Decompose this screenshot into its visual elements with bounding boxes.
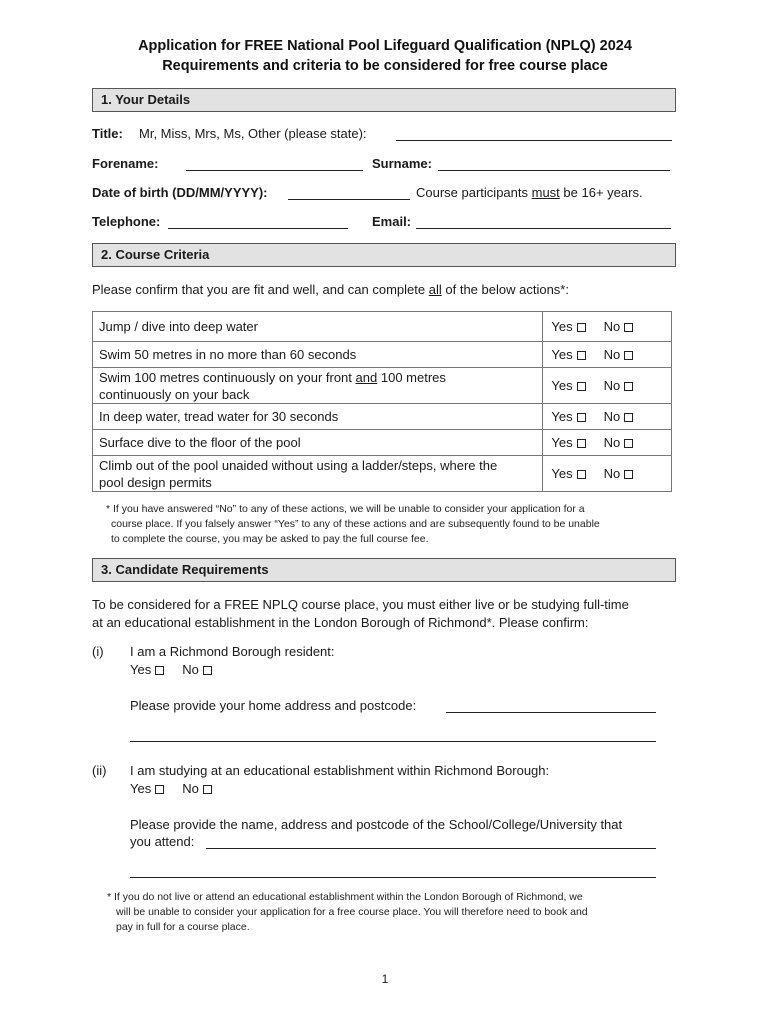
- telephone-label: Telephone:: [92, 214, 161, 229]
- table-row: [93, 312, 672, 342]
- yes-label: Yes: [551, 378, 573, 393]
- dob-field[interactable]: [288, 199, 410, 200]
- section-candidate-requirements-heading: 3. Candidate Requirements: [92, 558, 676, 582]
- criteria-footnote: [106, 502, 600, 547]
- criteria-text: Swim 100 metres continuously on your front and 100 metres continuously on your back: [93, 368, 543, 404]
- dob-age-note: Course participants must be 16+ years.: [416, 185, 643, 200]
- student-no-checkbox[interactable]: [203, 785, 212, 794]
- school-address-label: Please provide the name, address and postcode of the School/College/University that: [130, 817, 623, 832]
- surname-label: Surname:: [372, 156, 432, 171]
- table-row: [93, 404, 672, 430]
- yes-checkbox[interactable]: [577, 351, 586, 360]
- surname-field[interactable]: [438, 170, 670, 171]
- criteria-text: Climb out of the pool unaided without using a ladder/steps, where the pool design permits: [93, 456, 543, 492]
- no-label: No: [182, 781, 199, 796]
- criteria-answer: [543, 312, 672, 342]
- no-label: No: [182, 662, 199, 677]
- yes-label: Yes: [130, 662, 152, 677]
- criteria-text: In deep water, tread water for 30 seconds: [93, 404, 543, 430]
- resident-no-checkbox[interactable]: [203, 666, 212, 675]
- yes-checkbox[interactable]: [577, 382, 586, 391]
- section-your-details-heading: 1. Your Details: [92, 88, 676, 112]
- criteria-answer: [543, 456, 672, 492]
- no-label: No: [603, 435, 621, 450]
- yes-label: Yes: [551, 319, 573, 334]
- section-course-criteria-heading: 2. Course Criteria: [92, 243, 676, 267]
- title-field[interactable]: [396, 140, 672, 141]
- criteria-answer: [543, 368, 672, 404]
- no-label: No: [603, 409, 621, 424]
- no-checkbox[interactable]: [624, 382, 633, 391]
- yes-label: Yes: [551, 466, 573, 481]
- criteria-footnote-line: to complete the course, you may be asked to pay the full course fee.: [111, 533, 429, 545]
- yes-label: Yes: [551, 435, 573, 450]
- no-checkbox[interactable]: [624, 470, 633, 479]
- table-row: [93, 342, 672, 368]
- requirements-intro-line: at an educational establishment in the London Borough of Richmond*. Please confirm:: [92, 615, 589, 630]
- resident-yes-checkbox[interactable]: [155, 666, 164, 675]
- forename-field[interactable]: [186, 170, 363, 171]
- item-ii-answer: [130, 781, 212, 796]
- item-i-marker: (i): [92, 644, 104, 659]
- no-label: No: [603, 466, 621, 481]
- email-label: Email:: [372, 214, 412, 229]
- criteria-intro: Please confirm that you are fit and well, and can complete all of the below actions*:: [92, 282, 569, 297]
- requirements-footnote-line: pay in full for a course place.: [116, 921, 250, 933]
- forename-label: Forename:: [92, 156, 159, 171]
- requirements-footnote-line: * If you do not live or attend an educational establishment within the London Borough of Richmond, we: [107, 891, 583, 903]
- no-label: No: [603, 347, 621, 362]
- no-checkbox[interactable]: [624, 323, 633, 332]
- criteria-answer: [543, 430, 672, 456]
- table-row: [93, 456, 672, 492]
- yes-checkbox[interactable]: [577, 323, 586, 332]
- no-checkbox[interactable]: [624, 351, 633, 360]
- home-address-field[interactable]: [446, 712, 656, 713]
- school-address-label-line2: you attend:: [130, 834, 195, 849]
- email-field[interactable]: [416, 228, 671, 229]
- school-address-field-line2[interactable]: [130, 877, 656, 878]
- title-label: Title:: [92, 126, 123, 141]
- title-options: Mr, Miss, Mrs, Ms, Other (please state):: [139, 126, 367, 141]
- no-label: No: [603, 319, 621, 334]
- requirements-intro: [92, 596, 629, 632]
- criteria-answer: [543, 404, 672, 430]
- requirements-intro-line: To be considered for a FREE NPLQ course place, you must either live or be studying full-time: [92, 597, 629, 612]
- item-i-answer: [130, 662, 212, 677]
- criteria-answer: [543, 342, 672, 368]
- item-ii-marker: (ii): [92, 763, 107, 778]
- no-label: No: [603, 378, 621, 393]
- table-row: [93, 430, 672, 456]
- telephone-field[interactable]: [168, 228, 348, 229]
- criteria-footnote-line: course place. If you falsely answer “Yes” to any of these actions and are subsequently found to be unable: [111, 518, 600, 530]
- criteria-text: Jump / dive into deep water: [93, 312, 543, 342]
- requirements-footnote-line: will be unable to consider your application for a free course place. You will therefore need to book and: [116, 906, 588, 918]
- criteria-text: Surface dive to the floor of the pool: [93, 430, 543, 456]
- page-title-line2: Requirements and criteria to be considered for free course place: [162, 58, 608, 74]
- home-address-label: Please provide your home address and postcode:: [130, 698, 417, 713]
- yes-checkbox[interactable]: [577, 413, 586, 422]
- page-number: 1: [381, 972, 389, 986]
- requirements-footnote: [107, 890, 588, 935]
- page-title-line1: Application for FREE National Pool Lifeguard Qualification (NPLQ) 2024: [138, 38, 632, 54]
- school-address-field[interactable]: [206, 848, 656, 849]
- yes-label: Yes: [551, 409, 573, 424]
- home-address-field-line2[interactable]: [130, 741, 656, 742]
- table-row: [93, 368, 672, 404]
- student-yes-checkbox[interactable]: [155, 785, 164, 794]
- yes-label: Yes: [130, 781, 152, 796]
- criteria-text: Swim 50 metres in no more than 60 seconds: [93, 342, 543, 368]
- yes-checkbox[interactable]: [577, 470, 586, 479]
- yes-label: Yes: [551, 347, 573, 362]
- item-i-text: I am a Richmond Borough resident:: [130, 644, 335, 659]
- dob-label: Date of birth (DD/MM/YYYY):: [92, 185, 268, 200]
- no-checkbox[interactable]: [624, 413, 633, 422]
- no-checkbox[interactable]: [624, 439, 633, 448]
- item-ii-text: I am studying at an educational establishment within Richmond Borough:: [130, 763, 550, 778]
- criteria-table: [92, 311, 672, 492]
- criteria-footnote-line: * If you have answered “No” to any of these actions, we will be unable to consider your application for a: [106, 503, 585, 515]
- yes-checkbox[interactable]: [577, 439, 586, 448]
